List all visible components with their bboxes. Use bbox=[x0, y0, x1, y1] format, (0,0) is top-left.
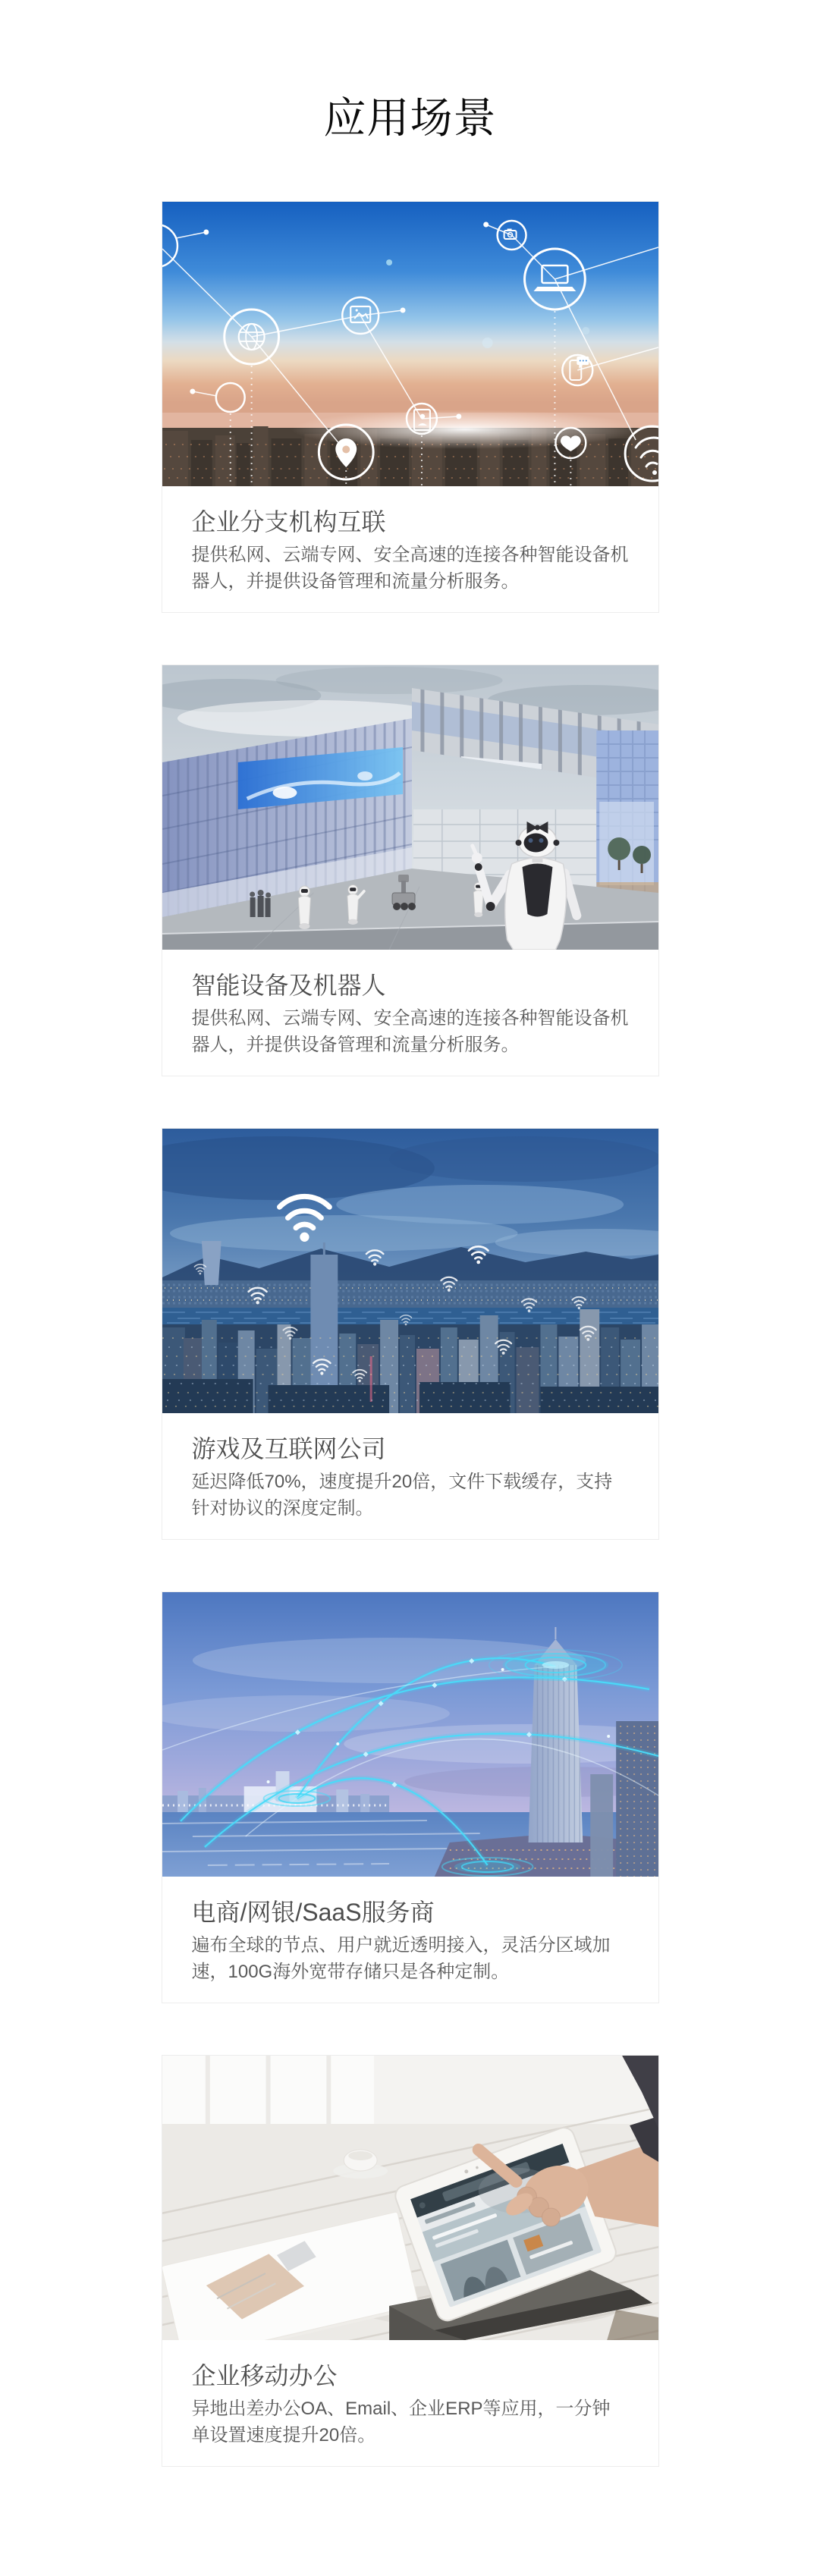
card-title: 游戏及互联网公司 bbox=[191, 1435, 386, 1462]
card-description: 提供私网、云端专网、安全高速的连接各种智能设备机器人，并提供设备管理和流量分析服务。 bbox=[191, 545, 629, 592]
card-image-ecommerce-banking-saas bbox=[162, 1592, 658, 1877]
tablet-touch-illustration bbox=[162, 2056, 658, 2340]
card-image-branch-interconnect bbox=[162, 202, 658, 486]
card-description: 延迟降低70%，速度提升20倍，文件下载缓存，支持针对协议的深度定制。 bbox=[191, 1472, 613, 1519]
card-description: 异地出差办公OA、Email、企业ERP等应用，一分钟单设置速度提升20倍。 bbox=[191, 2399, 611, 2446]
card-title: 企业移动办公 bbox=[191, 2362, 338, 2389]
robots-campus-illustration bbox=[162, 665, 658, 950]
small-robot bbox=[298, 886, 310, 929]
card-title: 智能设备及机器人 bbox=[191, 972, 386, 999]
scenario-card-smart-devices-robots bbox=[162, 664, 659, 1076]
card-description: 遍布全球的节点、用户就近透明接入，灵活分区域加速，100G海外宽带存储只是各种定制。 bbox=[191, 1935, 611, 1982]
page-title: 应用场景 bbox=[323, 94, 497, 142]
scenario-card-mobile-office bbox=[162, 2055, 659, 2467]
city-wifi-illustration bbox=[162, 1129, 658, 1413]
scenario-card-branch-interconnect bbox=[162, 201, 659, 613]
tower-silhouette bbox=[201, 1241, 221, 1285]
scenario-card-ecommerce-banking-saas bbox=[162, 1591, 659, 2003]
scenario-card-gaming-internet bbox=[162, 1128, 659, 1540]
global-network-city-illustration bbox=[162, 1592, 658, 1877]
people-group bbox=[250, 890, 271, 917]
card-image-smart-devices-robots bbox=[162, 665, 658, 950]
card-image-mobile-office bbox=[162, 2056, 658, 2340]
city-iot-network-illustration bbox=[162, 202, 658, 486]
card-title: 企业分支机构互联 bbox=[191, 508, 386, 536]
card-description: 提供私网、云端专网、安全高速的连接各种智能设备机器人，并提供设备管理和流量分析服务。 bbox=[191, 1008, 629, 1055]
card-title: 电商/网银/SaaS服务商 bbox=[191, 1899, 435, 1926]
card-image-gaming-internet bbox=[162, 1129, 658, 1413]
